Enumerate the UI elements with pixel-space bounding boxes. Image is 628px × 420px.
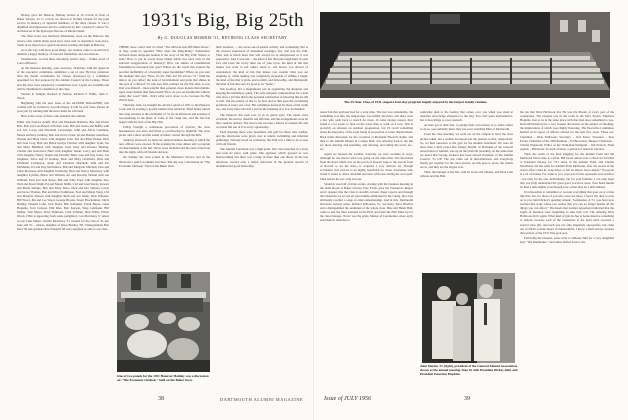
right-page [314,0,628,420]
right-column-1 [320,110,413,270]
paragraph: Stewart P. Semple, Richard P. Nelson, Richard T. Willis, John C. Wood. [17,91,109,100]
paragraph: THERE more could well be titled "The Miracle-Just-Off-Main-Street," or they could be appelled "Who Stole the Ding-Dong." Somewhere between those antipodal bounds is the story of the Big 25th. Where to start? How to put in words those things which rise once only in the selected exaggerations of memory? How can smiles of remembered friendship be measured into type? Where are the words that express the peculiar ineffability of a heavenly eager handshake? Where do you start the moment that says "Here, it's the 25th, but I'm always '31." With the mirror do you reflect the look of bewilderment and pride that shines in the eyes of a child-of-'31 who sees Dad, perhaps for the first time, as was Dad was himself – more playful than paternal, more mature than middle-aged, more human than hide-bound? How do you see Dartmouth without using that word? Well... that's what we're about to do, because the Big 25th is here. [119,45,210,103]
alumni-officers-image [422,273,515,363]
paragraph: Then, the result of the hard slugging for the Alumni Fund and the Memorial Fund came to a head. Bill Israel turned over a check for $13,842 to President Dickey for '31's share in the Alumni Fund, and Charlie McAllister did the same for Alumni Fund Memorial, after the record of the class's effort came in, done better or felt an impact more deeply." Everyone is a lot of money. For some of you, your part in this represents real sacrifice – not only for the one, individually, but for your families. I can only hope that you fully understand the great good you have done. Your head should be held a little higher even though your wallet may be a little thinner. [520,151,614,189]
paragraph: Jim Godfrey did a magnificent job in organizing the Reunion and keeping the machinery going. The only adequate compensation for a man who does a job like that is the personal satisfaction of knowing that he did it well. Jim has plenty of that to be had, and to him goes the everlasting gratitude of every one of us. His committee deserves its share of the credit too, and every man who had a part in the planning of it is to be thanked. [216,86,308,112]
paragraph: somewhat akin to the feeling that comes over you when you stand at attention and pledge allegiance to the flag. You can't quite understand it, but it does things to your stomach. [420,110,513,123]
issue-date: Issue of JULY 1956 [324,396,372,402]
paragraph: At the business meeting, your secretary, chairman, with the approval of the executive committee, submitted a set of new By-laws patterned after the model constitution for classes developed by a committee appointed for that purpose by the Alumni Council of the College. These new By-laws were adopted by a unanimous vote. Copies are available and will be distributed to members of the class. [17,66,109,91]
paragraph: Elmer and Frances Ackiff, Bob and Elizabeth Baldwin, Bee and Eloise Bell, Bob and Lois Beach with their sons, Bill and Gloria and Buffie with son Jed, Lacey and Elizabeth Cavanaugh, John and Alicia Cushman, Moses and Kay Gellerty, Bob and Grace Clark, Al and Bonnie Gustafson, Warren and Mary Davis with daughter Joan, Ted and Babe Doane, Dick and Joan Cory, Hall and Helen Gladys Fletcher with daughter Lynn, Joe and Mary Hamilton with daughter Joan, Tony and Eleanor Hasting, Charlie and Genevieve Hunt with daughter Susan, Larry and Alli Hunt with daughter Nancy, Ralph and Dorothy Hunt, Geo and Peg Jones, Joe Stephens, Steve and Vi Kenney, Dick and Mary Litchfield, Dick and Elizabeth Livingston, Andy and Charlotte Marshall, John and Pat McManus, Ed and Kay McNamara, Bill and Margaret Mitchell, Don and Chris Morrison with daughter Katharine, Bud and Nancy Morrissey with daughter Cynthia, Bruce and William, Art and Dorothy Nelson with son William, Paul and Jean Pease, Bill and Sally Pope with daughter Sue, Walt and Doris Smith, Ed and Maren Smith, Carl and Joan Steele, Stewart and Marie Semple, Bob and Mary Shaw, Dick and Dot Simons, Lewis and Grace Thomas, Bob and Olive Tomlinson, Fred and Mabel Voigt, Clif and Marjorie Watson with daughter Ruth and son Jamie, Dick Wheeler, Bill Wood, Jim and Lee Wood, George Brooks, Stuart Brockelman, Chick Bushby, Haskell Cohn, Jack Dodd, Bill Gallagher, Frank Hayes, Gene Hopkins, Tom Jackson, Phil Ries, Bob Kerwin, Shep Lehmann, Bill Muller, Tom Myers, Dave Timmons, Clint Vonthen, Dick Willis, Elliott Olson. (This is appearing from some pamphlet). Lou Morrissey 'n' suited as our Cake Maker. Charlie Morrissey '31 worked for the clan of '31 last June and '31 – dancer, daughter of Dave Bradley '38. Undergraduate Bob Rust '59 and graduate Ron Drauelli '58 were assigned as aide to our class. [17,120,109,231]
paragraph: built sessions; ... the never-out-of-earned solitary and tormenting that is the clearest expression of unleashed nostalgia. Yes, that was the 25th. That, and as much more that will always be as unexpressed as it was expressive. And it was fun ... the kind of fun that puts laugh lines in your face and loses the worry lines out of your brow, the kind of fun that makes you want to tell others about it, and leaves you devoid of explanation; the kind of fun that makes you wonder what you are laughing at, while making you completely incapable of stifling a laugh; the kind of fun that is pride, and warmth, and fellowship, and Dartmouth; the kind of fun that says it's good to be "home." [216,45,308,86]
paragraph: Each morning there were breakfasts and golf for those who wished, and the afternoons were given over to tennis, swimming and informal gatherings. Nobody stood on ceremony; the 25th was a time to be at ease with old friends. [216,129,308,147]
magazine-name: DARTMOUTH ALUMNI MAGAZINE [220,397,304,402]
alumni-officers-photo [422,273,515,363]
paragraph: Saturday was half of main events, starting with the business meeting in the main Room at Baker Library. Pete Evans gave his Treasurer's Report and it appears that the Class is steadily solvent. Paper reports and through the Chairman we accord all stewardship admiration in the voting, the Class ultimately reached a stage of elder-statesmanship. And in this, Dartmouth had more nobody sense. Richard Kilbourne, Sr., Secretary, Dave Bradley and a distinguished the sentiment of the whole class. Hale and Helen Hall, came to and the lines sounded in the Hall. And then the Hall filled up for the class banquet. Never was the pride, Master of Ceremonies, more aptly used than in referring to [320,181,413,223]
paragraph: From the class meeting, we went out on the campus to have the class picture taken, but a sudden downpour put the quietus on that, temporarily. So, we hied ourselves to the gym for the Alumni Luncheon. We were all more than a little proud that Johnny Martin, as President of the General Association of Alumni, was up on the platform presiding. At the same time we heard that George Jackson had been elected President of the Alumni Council. '31 UP! The sun came out in mid-afternoon, and everybody finally got together for the class picture. As this goes to press, the results are in, and they are the largest ever. [420,132,513,170]
paragraph: Again we blessed the weather. Saturday we were working in ways, although no one knows what was going on the same time. The short-haul from the hotel which was on the porch of Rowell Sage to the area in front of Rowell to set the dress, is acquired a very delicate air. Though accidental, this proved to be highly beneficial for those classmates who found it easier to dance downhill and slow with ease during his cool spell. Then before he was a big success. [320,151,413,181]
paragraph: On Sunday the class joined in the Memorial Service and in the afternoon a panel on alumni activities. The day was a discussion on "The Economic Outlook," held on the Baker lawn. [119,155,210,168]
panel-photo-caption: One of two panels for the 1931 Hanover Holiday was a discussion on "The Economic Outlook," held on the Baker lawn. [117,374,209,383]
paragraph: Following the banquet, some went to Webster Hall for a very delightful play "The Rainmaker," and others drifted back to the [520,235,614,244]
right-column-2 [420,110,513,270]
officers-photo-caption: John Martin '31 (right), president of the General Alumni Association, shown at the annual meeting June 16 with President Dickey (left) and President Emeritus Hopkins. [420,364,518,377]
article-title: 1931's Big, Big 25th [141,10,304,31]
paragraph: As men got to their feet, to pledge their own money as to enlist others to do so, you suddenly knew that you were watching Men of Dartmouth. [420,123,513,132]
paragraph: The Hanover Inn took care of us in grand style. The meals were excellent, the service cheerful and efficient, and the arrangements were all that could be desired. The terrace has become a fixture of reunion life and we made full use of it at every opportunity. [216,112,308,129]
paragraph: Saturday afternoon we held our annual business meeting at which the new officers were elected. In the evening the class dinner and a program of entertainment at the Inn. Wives were included and the party lasted late into the night, with old friends and new. [119,138,210,155]
group-photo-caption: The 25-Year Class of 1931 staged a four-day program hugely enjoyed by the largest family reunion. [344,100,488,104]
paragraph: The Alumni Luncheon was a high point. Our class marched in a body and took its place with pride. The applause which greeted us was heartwarming and there was a lump in more than one throat. In the late afternoon created only a minor defection in the greatest stretch of unadulterated good fellowship. [216,147,308,168]
article-byline: By G. DOUGLAS MORRIS '31, RETIRING CLASS SECRETARY [157,35,288,40]
paragraph: The final event was luncheon Wednesday noon on the Hanover Inn terrace after which many good-byes were said as departures took place. Some of us stayed on to spend one more evening and night in Hanover. [17,34,109,47]
left-column-1 [17,13,109,383]
paragraph: Here is the roster of those who attended the reunion: [21,114,86,119]
paragraph: Thursday, June 14, brought the advance guard of 1931 to the Hanover scene and by evening a goodly number had settled in. Brief hellos turned into long sessions at the old haunts of '31 for an afternoon and evening of reacquainting in the Buds of Cohe at the camp site, and the fun had begun with the lead of the Big 25th. [119,103,210,124]
paragraph: the job that Dick Holbrook did. He was the Master of every part of the ceremonies. The banquet was in the room in the Inn's Tavern. Emeritus Hopkins. Just to be in the same place with that man does something to you. Dean McDonald gave a very learned discussion on the subject of smoking, the implications of which were highly flattering. The Executive Committee handed in its report of officers elected for the next five years. These are: Chairman – Dick Walbrook; Secretary – Jack Knox; Treasurer – Pete Evans; Chairman of the 30th Reunion – Ed Brownsey; Bequest Chairman – Charlie Engstrom; Editor of the Walk-Ran-Wampum – Jim Francis; Fund Agents – Bill Israel. To each of these, a garland of laurel in advance. [520,110,614,151]
paragraph: tested fun that anybody had for a long time. The feat was remarkable, the swimming was fine, the temperature was mildly attractive, and there were a few who went back to stretch for more. In some strange reason, they found it a lot easier to float on the water than to walk on it now. This is probably an allusion on spiritual progression, but I'd recall something about the buoyancy of the body being in proportion to water displacement. Back home historians for the reception at President Hoover's home, and then to the Alumni Dinner in College Hall, was amazing back to the Inn for more dancing and sparkling, and dancing, and sitting the town, etc., etc. [320,110,413,151]
left-page-number: 38 [158,396,164,402]
panel-discussion-photo [117,272,210,372]
class-group-image [320,12,610,98]
panel-discussion-image [117,272,210,372]
paragraph: Then, the banquet at the Inn, with its toasts and tributes, and Dick Lurk tributes and the Hall. [420,170,513,179]
paragraph: As is the way with most good things, our reunion came to an end but it remains a happy memory of renewed friendships and associations. [17,47,109,56]
left-column-2 [119,45,210,267]
right-page-number: 39 [464,396,470,402]
paragraph: It's impossible to remember or recount everything that goes on at a time like this; but, for those of you who were not there, I feel it my duty to pass on to you John Dickey's opening remark: "Gentlemen of '31, you have now reached that stage where you realize that you can no longer handle all the things you can afford." The heads that nodded agreement indicated that the sigma of Reunion were beginning to take their toll. The amazing Dick Holbrook did it again. What kind of guts he has at home must be something to behold, because each of the classmates at the head table received a special class gift, and each was not only singularly appropriate, but came out of Dick's private hoard of memorabilia. I know I shall always treasure that section of the 1931 Yale goal post. [520,189,614,235]
paragraph: Dickey gave his Hanover Holiday lecture at 10 o'clock in front of Baker Library. At 11 o'clock we moved to Rollins Chapel for the joint service in memory of departed members of the three classes. It was a dignified and impressive service conducted by Rev. Charles P. Gilson '31, Archdeacon of the Episcopal Diocese of Rhode Island. [17,13,109,34]
class-group-photo [320,12,610,98]
paragraph: Beginning with the next issue of the ALUMNI MAGAZINE, this column will be written by Lou Morrissey. It will be well done. Please do your part by sending him the news items he will need. [17,100,109,114]
right-column-3 [520,110,614,386]
paragraph: Weatherwise, we had three absolutely perfect days – further proof of Lou's efficiency. [17,56,109,66]
paragraph: Friday brought a continuous procession of arrivals; the class headquarters was alive and filled to overflowing by nightfall. The class picnic and a show and the sound of music carried through the hills. [119,124,210,137]
left-column-3 [216,45,308,386]
